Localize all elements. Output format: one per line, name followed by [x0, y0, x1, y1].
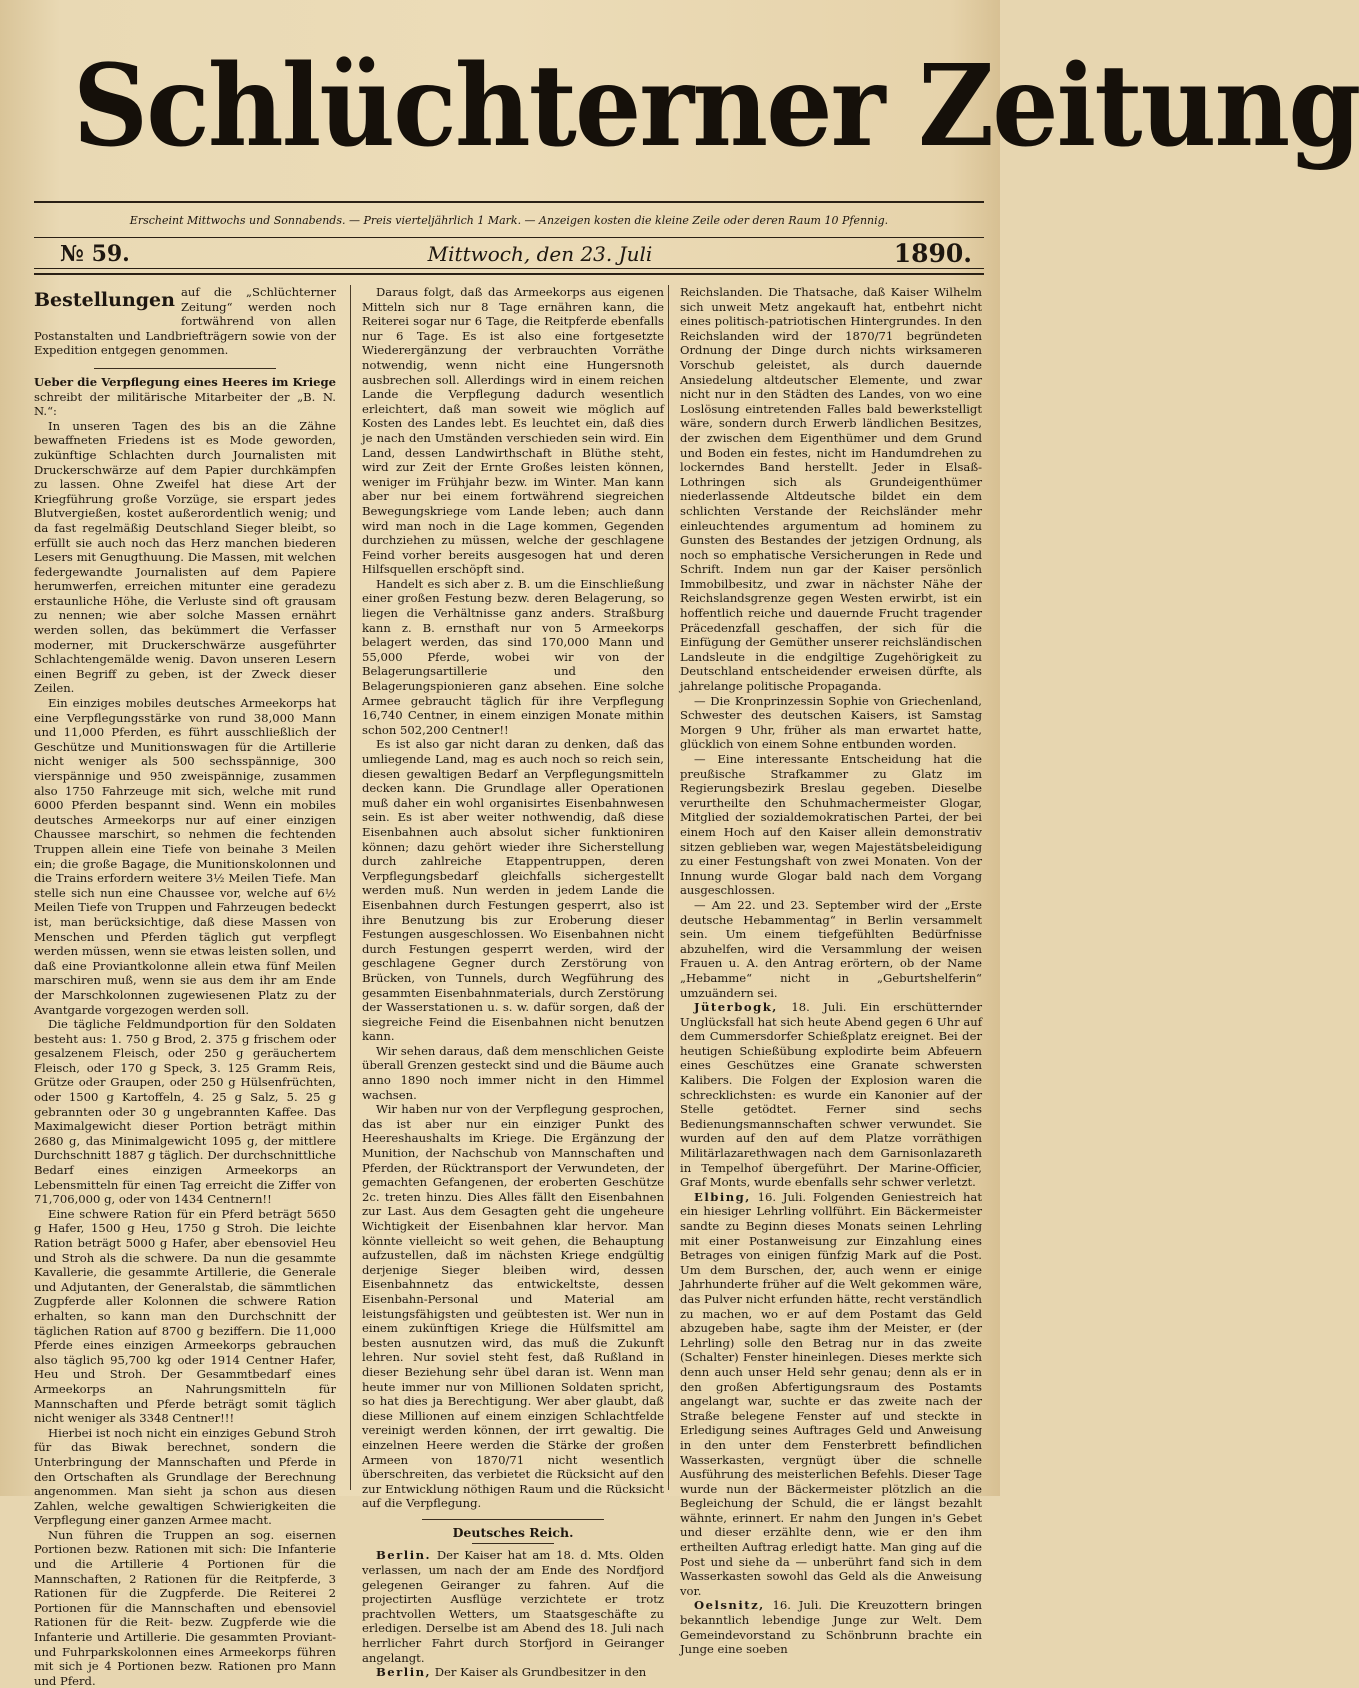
section-underline	[472, 1543, 554, 1544]
column-3	[680, 285, 982, 1657]
paragraph: Daraus folgt, daß das Armeekorps aus eigenen Mitteln sich nur 8 Tage ernähren kann, die Reiterei sogar nur 6 Tage, die Reitpferde ebenfalls nur 6 Tage. Es ist also eine fortgesetzte Wiederergänzung der verbrauchten Vorräthe notwendig, wenn nicht eine Hungersnoth ausbrechen soll. Allerdings wird in einem reichen Lande die Verpflegung dadurch wesentlich erleichtert, daß man soweit wie möglich auf Kosten des Landes lebt. Es leuchtet ein, daß dies je nach den Umständen verschieden sein wird. Ein Land, dessen Landwirthschaft in Blüthe steht, wird zur Zeit der Ernte Großes leisten können, weniger im Frühjahr bezw. im Winter. Man kann aber nur bei einem fortwährend siegreichen Bewegungskriege vom Lande leben; auch dann wird man noch in die Lage kommen, Gegenden durchziehen zu müssen, welche der geschlagene Feind vorher bereits ausgesogen hat und deren Hilfsquellen erschöpft sind.	[362, 285, 664, 577]
paragraph: — Am 22. und 23. September wird der „Erste deutsche Hebammentag“ in Berlin versammelt sein. Um einem tiefgefühlten Bedürfnisse abzuhelfen, wird die Versammlung der weisen Frauen u. A. den Antrag erörtern, ob der Name „Hebamme“ nicht in „Geburtshelferin“ umzuändern sei.	[680, 897, 982, 1000]
column-divider	[350, 285, 351, 1490]
masthead-rule	[34, 201, 984, 203]
separator	[422, 1519, 604, 1520]
dateline-rule-bottom	[34, 273, 984, 275]
paragraph: Ein einziges mobiles deutsches Armeekorps hat eine Verpflegungsstärke von rund 38,000 Mann und 11,000 Pferden, es führt ausschließlich der Geschütze und Munitionswagen für die Artillerie nicht weniger als 500 sechsspännige, 300 vierspännige und 950 zweispännige, zusammen also 1750 Fahrzeuge mit sich, welche mit rund 6000 Pferden bespannt sind. Wenn ein mobiles deutsches Armeekorps nur auf einer einzigen Chaussee marschirt, so nehmen die fechtenden Truppen allein eine Tiefe von beinahe 3 Meilen ein; die große Bagage, die Munitionskolonnen und die Trains erfordern weitere 3½ Meilen Tiefe. Man stelle sich nun eine Chaussee vor, welche auf 6½ Meilen Tiefe von Truppen und Fahrzeugen bedeckt ist, man berücksichtige, daß diese Massen von Menschen und Pferden täglich gut verpflegt werden müssen, wenn sie etwas leisten sollen, und daß eine Proviantkolonne allein etwa fünf Meilen marschiren muß, wenn sie aus dem ihr am Ende der Marschkolonnen zugewiesenen Platz zu der Avantgarde vorgezogen werden soll.	[34, 696, 336, 1017]
separator	[94, 368, 276, 369]
paragraph: Wir sehen daraus, daß dem menschlichen Geiste überall Grenzen gesteckt sind und die Bäume auch anno 1890 noch immer nicht in den Himmel wachsen.	[362, 1043, 664, 1102]
paragraph: Wir haben nur von der Verpflegung gesprochen, das ist aber nur ein einziger Punkt des Heereshaushalts im Kriege. Die Ergänzung der Munition, der Nachschub von Mannschaften und Pferden, der Rücktransport der Verwundeten, der gemachten Gefangenen, der eroberten Geschütze 2c. treten hinzu. Dies Alles fällt den Eisenbahnen zur Last. Aus dem Gesagten geht die ungeheure Wichtigkeit der Eisenbahnen klar hervor. Man könnte vielleicht so weit gehen, die Behauptung aufzustellen, daß im nächsten Kriege endgültig derjenige Sieger bleiben wird, dessen Eisenbahnnetz das entwickeltste, dessen Eisenbahn-Personal und Material am leistungsfähigsten und geübtesten ist. Wer nun in einem zukünftigen Kriege die Hülfsmittel am besten ausnutzen wird, das muß die Zukunft lehren. Nur soviel steht fest, daß Rußland in dieser Beziehung sehr übel daran ist. Wenn man heute immer nur von Millionen Soldaten spricht, so hat dies ja Berechtigung. Wer aber glaubt, daß diese Millionen auf einem einzigen Schlachtfelde vereinigt werden können, der irrt gewaltig. Die einzelnen Heere werden die Stärke der großen Armeen von 1870/71 nicht wesentlich überschreiten, das verbietet die Rücksicht auf den zur Entwicklung nöthigen Raum und die Rücksicht auf die Verpflegung.	[362, 1102, 664, 1511]
paragraph: In unseren Tagen des bis an die Zähne bewaffneten Friedens ist es Mode geworden, zukünftige Schlachten durch Journalisten mit Druckerschwärze auf dem Papier durchkämpfen zu lassen. Ohne Zweifel hat diese Art der Kriegführung große Vorzüge, sie erspart jedes Blutvergießen, kostet außerordentlich wenig; und da fast regelmäßig Deutschland Sieger bleibt, so erfüllt sie auch noch das Herz manchen biederen Lesers mit Genugthuung. Die Massen, mit welchen federgewandte Journalisten auf dem Papiere herumwerfen, erreichen mitunter eine geradezu erstaunliche Höhe, die Verluste sind oft grausam zu nennen; wie aber solche Massen ernährt werden sollen, das bekümmert die Verfasser moderner, mit Druckerschwärze ausgeführter Schlachtengemälde wenig. Davon unseren Lesern einen Begriff zu geben, ist der Zweck dieser Zeilen.	[34, 418, 336, 696]
section-heading: Deutsches Reich.	[452, 1524, 574, 1540]
column-2	[362, 285, 664, 1680]
news-text: Der Kaiser als Grundbesitzer in den	[434, 1665, 647, 1680]
issue-number: № 59.	[60, 241, 130, 267]
paragraph: Nun führen die Truppen an sog. eisernen Portionen bezw. Rationen mit sich: Die Infanterie und die Artillerie 4 Portionen für die Mannschaften, 2 Rationen für die Reitpferde, 3 Rationen für die Zugpferde. Die Reiterei 2 Portionen für die Mannschaften und ebensoviel Rationen für die Reit- bezw. Zugpferde wie die Infanterie und Artillerie. Die gesammten Proviant- und Fuhrparkskolonnen eines Armeekorps führen mit sich je 4 Portionen bezw. Rationen pro Mann und Pferd.	[34, 1527, 336, 1688]
article-byline: schreibt der militärische Mitarbeiter der „B. N. N.“:	[34, 389, 336, 419]
paragraph: — Eine interessante Entscheidung hat die preußische Strafkammer zu Glatz im Regierungsbezirk Breslau gegeben. Dieselbe verurtheilte den Schuhmachermeister Glogar, Mitglied der sozialdemokratischen Partei, der bei einem Hoch auf den Kaiser allein demonstrativ sitzen geblieben war, wegen Majestätsbeleidigung zu einer Festungshaft von zwei Monaten. Von der Innung wurde Glogar bald nach dem Vorgang ausgeschlossen.	[680, 752, 982, 898]
bestellungen-heading: Bestellungen	[34, 289, 175, 311]
news-item	[680, 1598, 982, 1656]
paragraph: Reichslanden. Die Thatsache, daß Kaiser Wilhelm sich unweit Metz angekauft hat, entbehrt nicht eines politisch-patriotischen Hintergrundes. In den Reichslanden wird der 1870/71 begründeten Ordnung der Dinge durch nichts wirksameren Vorschub geleistet, als durch dauernde Ansiedelung altdeutscher Elemente, und zwar nicht nur in den Städten des Landes, von wo eine Loslösung eintretenden Falles bald bewerkstelligt wäre, sondern durch Erwerb ländlichen Besitzes, der zwischen dem Eigenthümer und dem Grund und Boden ein festes, nicht im Handumdrehen zu lockerndes Band herstellt. Jeder in Elsaß-Lothringen sich als Grundeigenthümer niederlassende Altdeutsche bildet ein dem schlichten Verstande der Reichsländer mehr einleuchtendes argumentum ad hominem zu Gunsten des Bestandes der jetzigen Ordnung, als noch so emphatische Versicherungen in Rede und Schrift. Indem nun gar der Kaiser persönlich Immobilbesitz, und zwar in nächster Nähe der Reichslandsgrenze gegen Westen erwirbt, ist ein hoffentlich reiche und dauernde Frucht tragender Präcedenzfall geschaffen, der sich für die Einfügung der Gemüther unserer reichsländischen Landsleute in die endgiltige Zugehörigkeit zu Deutschland entscheidender erweisen dürfte, als jahrelange politische Propaganda.	[680, 285, 982, 694]
news-item	[680, 1000, 982, 1190]
article-heading	[34, 375, 336, 419]
news-text: Der Kaiser hat am 18. d. Mts. Olden verlassen, um nach der am Ende des Nordfjord gelegenen Geiranger zu fahren. Auf die projectirten Ausflüge verzichtete er trotz prachtvollen Wetters, um Staatsgeschäfte zu erledigen. Derselbe ist am Abend des 18. Juli nach herrlicher Fahrt durch Storfjord in Geiranger angelangt.	[362, 1548, 664, 1665]
column-1	[34, 285, 336, 1688]
paragraph: Handelt es sich aber z. B. um die Einschließung einer großen Festung bezw. deren Belagerung, so liegen die Verhältnisse ganz anders. Straßburg kann z. B. ernsthaft nur von 5 Armeekorps belagert werden, das sind 170,000 Mann und 55,000 Pferde, wobei wir von der Belagerungsartillerie und den Belagerungspionieren ganz absehen. Eine solche Armee gebraucht täglich für ihre Verpflegung 16,740 Centner, in einem einzigen Monate mithin schon 502,200 Centner!!	[362, 576, 664, 737]
column-divider	[668, 285, 669, 1490]
paragraph: Hierbei ist noch nicht ein einziges Gebund Stroh für das Biwak berechnet, sondern die Unterbringung der Mannschaften und Pferde in den Ortschaften als Grundlage der Berechnung angenommen. Man sieht ja schon aus diesen Zahlen, welche gewaltigen Schwierigkeiten die Verpflegung einer ganzen Armee macht.	[34, 1425, 336, 1528]
paragraph: Eine schwere Ration für ein Pferd beträgt 5650 g Hafer, 1500 g Heu, 1750 g Stroh. Die leichte Ration beträgt 5000 g Hafer, aber ebensoviel Heu und Stroh als die schwere. Da nun die gesammte Kavallerie, die gesammte Artillerie, die Generale und Adjutanten, der Generalstab, die sämmtlichen Zugpferde aller Kolonnen die schwere Ration erhalten, so kann man den Durchschnitt der täglichen Ration auf 8700 g beziffern. Die 11,000 Pferde eines einzigen Armeekorps gebrauchen also täglich 95,700 kg oder 1914 Centner Hafer, Heu und Stroh. Der Gesammtbedarf eines Armeekorps an Nahrungsmitteln für Mannschaften und Pferde beträgt somit täglich nicht weniger als 3348 Centner!!!	[34, 1206, 336, 1426]
subline-rule	[34, 237, 984, 238]
dateline: Oelsnitz,	[694, 1598, 765, 1613]
paragraph: — Die Kronprinzessin Sophie von Griechenland, Schwester des deutschen Kaisers, ist Samstag Morgen 9 Uhr, früher als man erwartet hatte, glücklich von einem Sohne entbunden worden.	[680, 693, 982, 752]
masthead-title: Schlüchterner Zeitung	[72, 41, 1359, 172]
dateline: Jüterbogk,	[694, 1000, 778, 1015]
news-text: 16. Juli. Die Kreuzottern bringen bekanntlich lebendige Junge zur Welt. Dem Gemeindevorstand zu Schönbrunn brachte ein Junge eine soeben	[680, 1598, 982, 1657]
news-item	[362, 1665, 664, 1680]
news-item	[680, 1190, 982, 1599]
news-text: 16. Juli. Folgenden Geniestreich hat ein hiesiger Lehrling vollführt. Ein Bäckermeister sandte zu Beginn dieses Monats seinen Lehrling mit einer Postanweisung zur Einzahlung eines Betrages von einigen fünfzig Mark auf die Post. Um dem Burschen, der, auch wenn er einige Jahrhunderte früher auf die Welt gekommen wäre, das Pulver nicht erfunden hätte, recht verständlich zu machen, wo er auf dem Postamt das Geld abzugeben habe, sagte ihm der Meister, er (der Lehrling) solle den Betrag nur in das zweite (Schalter) Fenster hineinlegen. Dieses merkte sich denn auch unser Held sehr genau; denn als er in den großen Abfertigungsraum des Postamts angelangt war, suchte er das zweite nach der Straße belegene Fenster auf und steckte in Erledigung seines Auftrages Geld und Anweisung in den unter dem Fensterbrett befindlichen Wasserkasten, vergnügt über die schnelle Ausführung des meisterlichen Befehls. Dieser Tage wurde nun der Bäckermeister plötzlich an die Begleichung der Schuld, die er längst bezahlt wähnte, erinnert. Er nahm den Jungen in's Gebet und dieser erzählte denn, wie er den ihm ertheilten Auftrag erledigt hatte. Man ging auf die Post und siehe da — unberührt fand sich in dem Wasserkasten sowohl das Geld als die Anweisung vor.	[680, 1189, 982, 1598]
paragraph: Es ist also gar nicht daran zu denken, daß das umliegende Land, mag es auch noch so reich sein, diesen gewaltigen Bedarf an Verpflegungsmitteln decken kann. Die Grundlage aller Operationen muß daher ein wohl organisirtes Eisenbahnwesen sein. Es ist aber weiter nothwendig, daß diese Eisenbahnen auch absolut sicher funktioniren können; dazu gehört wieder ihre Sicherstellung durch zahlreiche Etappentruppen, deren Verpflegungsbedarf gleichfalls sichergestellt werden muß. Nun werden in jedem Lande die Eisenbahnen durch Festungen gesperrt, also ist ihre Benutzung bis zur Eroberung dieser Festungen ausgeschlossen. Wo Eisenbahnen nicht durch Festungen gesperrt werden, wird der geschlagene Gegner durch Zerstörung von Brücken, von Tunnels, durch Wegführung des gesammten Eisenbahnmaterials, durch Zerstörung der Wasserstationen u. s. w. dafür sorgen, daß der siegreiche Feind die Eisenbahnen nicht benutzen kann.	[362, 737, 664, 1044]
bestellungen-text: auf die „Schlüchterner Zeitung“ werden noch fortwährend von allen Postanstalten und Landbriefträgern sowie von der Expedition entgegen genommen.	[34, 285, 336, 358]
dateline: Berlin,	[376, 1665, 432, 1680]
dateline-rule-top	[34, 268, 984, 269]
dateline: Elbing,	[694, 1189, 751, 1204]
issue-year: 1890.	[893, 239, 972, 268]
news-item	[362, 1548, 664, 1665]
paragraph: Die tägliche Feldmundportion für den Soldaten besteht aus: 1. 750 g Brod, 2. 375 g frischem oder gesalzenem Fleisch, oder 250 g geräuchertem Fleisch, oder 170 g Speck, 3. 125 Gramm Reis, Grütze oder Graupen, oder 250 g Hülsenfrüchten, oder 1500 g Kartoffeln, 4. 25 g Salz, 5. 25 g gebrannten oder 30 g ungebrannten Kaffee. Das Maximalgewicht dieser Portion beträgt mithin 2680 g, das Minimalgewicht 1095 g, der mittlere Durchschnitt 1887 g täglich. Der durchschnittliche Bedarf eines einzigen Armeekorps an Lebensmitteln für einen Tag erreicht die Ziffer von 71,706,000 g, oder von 1434 Centnern!!	[34, 1017, 336, 1207]
dateline: Berlin.	[376, 1548, 432, 1563]
article-title: Ueber die Verpflegung eines Heeres im Kriege	[34, 374, 336, 389]
issue-date: Mittwoch, den 23. Juli	[427, 242, 653, 266]
bestellungen-notice	[34, 285, 336, 358]
subscription-info: Erscheint Mittwochs und Sonnabends. — Preis vierteljährlich 1 Mark. — Anzeigen kosten die kleine Zeile oder deren Raum 10 Pfennig.	[129, 214, 889, 227]
news-text: 18. Juli. Ein erschütternder Unglücksfall hat sich heute Abend gegen 6 Uhr auf dem Cummersdorfer Schießplatz ereignet. Bei der heutigen Schießübung explodirte beim Abfeuern eines Geschützes eine Granate schwersten Kalibers. Die Folgen der Explosion waren die schrecklichsten: es wurde ein Kanonier auf der Stelle getödtet. Ferner sind sechs Bedienungsmannschaften schwer verwundet. Sie wurden auf den auf dem Platze vorräthigen Militärlazarethwagen nach dem Garnisonlazareth in Tempelhof übergeführt. Der Marine-Officier, Graf Monts, wurde ebenfalls sehr schwer verletzt.	[680, 1000, 982, 1190]
